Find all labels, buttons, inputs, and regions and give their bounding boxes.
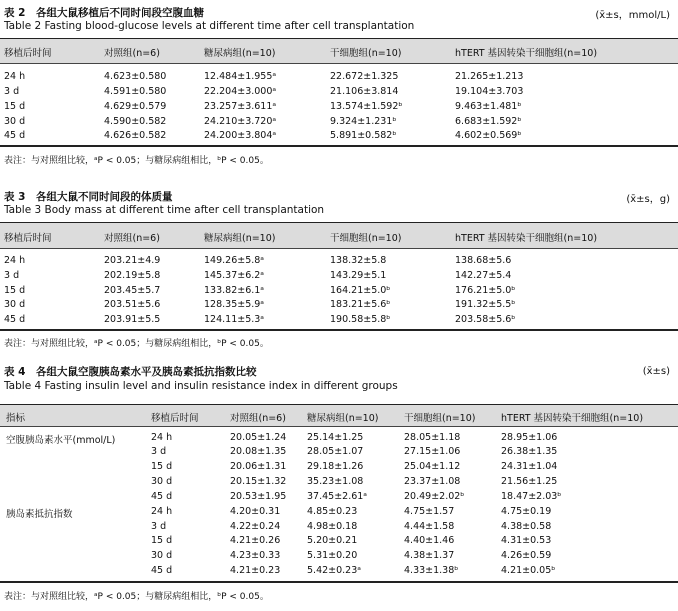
table4-title-cn: 表 4 各组大鼠空腹胰岛素水平及胰岛素抵抗指数比较 [4,366,257,378]
table3-cell: 202.19±5.8 [104,270,161,281]
table3-cell: 190.58±5.8ᵇ [330,314,391,325]
table2-cell: 4.626±0.582 [104,130,167,141]
table4-cell: 4.75±0.19 [501,506,552,517]
table4-cell: 20.06±1.31 [230,461,287,472]
table2-unit: (x̄±s，mmol/L) [595,10,670,21]
table4-cell: 20.53±1.95 [230,491,287,502]
table4-unit: (x̄±s) [642,366,670,377]
table4-cell: 4.98±0.18 [307,521,358,532]
table2-header-control: 对照组(n=6) [104,48,160,59]
table2-cell: 24.200±3.804ᵃ [204,130,277,141]
table4-cell: 15 d [151,535,173,546]
table4-title-en: Table 4 Fasting insulin level and insulin resistance index in different groups [4,380,398,392]
table4-cell: 3 d [151,446,167,457]
table3-header-stemcell: 干细胞组(n=10) [330,233,402,244]
table2-cell: 21.106±3.814 [330,86,399,97]
table4-cell: 25.04±1.12 [404,461,461,472]
table2-cell: 24.210±3.720ᵃ [204,116,277,127]
table4-header-stemcell: 干细胞组(n=10) [404,413,476,424]
table4-header-htert: hTERT 基因转染干细胞组(n=10) [501,413,644,424]
table2-title-en: Table 2 Fasting blood-glucose levels at different time after cell transplantation [4,20,415,32]
table4-cell: 4.20±0.31 [230,506,281,517]
table4-cell: 24.31±1.04 [501,461,558,472]
table3-cell: 203.21±4.9 [104,255,161,266]
table4-note: 表注：与对照组比较，ᵃP < 0.05；与糖尿病组相比，ᵇP < 0.05。 [4,592,269,602]
table3-cell: 145.37±6.2ᵃ [204,270,265,281]
table2-cell: 21.265±1.213 [455,71,524,82]
table4-cell: 5.31±0.20 [307,550,358,561]
table2-title-cn: 表 2 各组大鼠移植后不同时间段空腹血糖 [4,7,204,19]
table2-header-htert: hTERT 基因转染干细胞组(n=10) [455,48,598,59]
table3-header-rule [0,248,678,249]
table3-cell: 15 d [4,285,26,296]
table3-cell: 203.51±5.6 [104,299,161,310]
table3-header-control: 对照组(n=6) [104,233,160,244]
table4-cell: 5.42±0.23ᵃ [307,565,361,576]
table2-note: 表注：与对照组比较，ᵃP < 0.05；与糖尿病组相比，ᵇP < 0.05。 [4,156,269,166]
table4-bottom-rule [0,581,678,583]
table4-cell: 45 d [151,565,173,576]
table4-cell: 37.45±2.61ᵃ [307,491,368,502]
table2-cell: 4.590±0.582 [104,116,167,127]
table4-cell: 4.33±1.38ᵇ [404,565,459,576]
table4-cell: 4.38±0.58 [501,521,552,532]
table4-cell: 28.95±1.06 [501,432,558,443]
table3-cell: 45 d [4,314,26,325]
table4-cell: 胰岛素抵抗指数 [6,509,73,520]
table3-bottom-rule [0,329,678,331]
table3-cell: 133.82±6.1ᵃ [204,285,265,296]
table3-cell: 191.32±5.5ᵇ [455,299,516,310]
table4-cell: 24 h [151,432,173,443]
table2-cell: 6.683±1.592ᵇ [455,116,522,127]
table4-cell: 4.38±1.37 [404,550,455,561]
table2-cell: 4.623±0.580 [104,71,167,82]
table3-cell: 183.21±5.6ᵇ [330,299,391,310]
table4-cell: 20.05±1.24 [230,432,287,443]
table4-cell: 4.23±0.33 [230,550,281,561]
table3-cell: 128.35±5.9ᵃ [204,299,265,310]
table4-cell: 35.23±1.08 [307,476,364,487]
table3-cell: 203.45±5.7 [104,285,161,296]
table3-cell: 142.27±5.4 [455,270,512,281]
table4-header-time: 移植后时间 [151,413,199,424]
table4-cell: 26.38±1.35 [501,446,558,457]
table4-cell: 4.44±1.58 [404,521,455,532]
table4-cell: 27.15±1.06 [404,446,461,457]
table2-cell: 30 d [4,116,26,127]
table3-cell: 138.68±5.6 [455,255,512,266]
table4-cell: 4.21±0.26 [230,535,281,546]
table4-cell: 5.20±0.21 [307,535,358,546]
table3-header-diabetes: 糖尿病组(n=10) [204,233,276,244]
table4-cell: 3 d [151,521,167,532]
table4-cell: 28.05±1.18 [404,432,461,443]
table2-cell: 4.629±0.579 [104,101,167,112]
table4-cell: 空腹胰岛素水平(mmol/L) [6,435,116,446]
table4-cell: 25.14±1.25 [307,432,364,443]
table2-cell: 23.257±3.611ᵃ [204,101,277,112]
table4-header-control: 对照组(n=6) [230,413,286,424]
table2-header-stemcell: 干细胞组(n=10) [330,48,402,59]
table4-cell: 15 d [151,461,173,472]
table2-header-diabetes: 糖尿病组(n=10) [204,48,276,59]
table3-cell: 164.21±5.0ᵇ [330,285,391,296]
table4-cell: 28.05±1.07 [307,446,364,457]
table4-header-diabetes: 糖尿病组(n=10) [307,413,379,424]
table4-cell: 20.08±1.35 [230,446,287,457]
table4-cell: 21.56±1.25 [501,476,558,487]
table2-cell: 22.204±3.000ᵃ [204,86,277,97]
table2-header-time: 移植后时间 [4,48,52,59]
table2-cell: 13.574±1.592ᵇ [330,101,403,112]
table4-cell: 4.22±0.24 [230,521,281,532]
table3-cell: 176.21±5.0ᵇ [455,285,516,296]
table2-cell: 22.672±1.325 [330,71,399,82]
table3-header-time: 移植后时间 [4,233,52,244]
table2-cell: 12.484±1.955ᵃ [204,71,277,82]
table4-header-indicator: 指标 [6,413,26,424]
table4-cell: 18.47±2.03ᵇ [501,491,562,502]
table4-cell: 4.31±0.53 [501,535,552,546]
table4-cell: 24 h [151,506,173,517]
table2-cell: 24 h [4,71,26,82]
table2-header-rule [0,63,678,64]
table4-cell: 23.37±1.08 [404,476,461,487]
table2-cell: 3 d [4,86,20,97]
table3-cell: 3 d [4,270,20,281]
table2-bottom-rule [0,145,678,147]
table4-cell: 4.21±0.05ᵇ [501,565,556,576]
table4-cell: 29.18±1.26 [307,461,364,472]
table3-cell: 124.11±5.3ᵃ [204,314,265,325]
table3-cell: 24 h [4,255,26,266]
table2-cell: 9.324±1.231ᵇ [330,116,397,127]
table4-cell: 4.21±0.23 [230,565,281,576]
table2-cell: 9.463±1.481ᵇ [455,101,522,112]
table4-cell: 4.85±0.23 [307,506,358,517]
table3-note: 表注：与对照组比较，ᵃP < 0.05；与糖尿病组相比，ᵇP < 0.05。 [4,339,269,349]
table2-cell: 19.104±3.703 [455,86,524,97]
table3-cell: 138.32±5.8 [330,255,387,266]
table4-cell: 30 d [151,550,173,561]
table3-cell: 30 d [4,299,26,310]
table4-cell: 4.40±1.46 [404,535,455,546]
table4-cell: 30 d [151,476,173,487]
table3-title-cn: 表 3 各组大鼠不同时间段的体质量 [4,191,173,203]
table2-cell: 15 d [4,101,26,112]
table4-cell: 4.75±1.57 [404,506,455,517]
table3-cell: 149.26±5.8ᵃ [204,255,265,266]
table2-cell: 4.591±0.580 [104,86,167,97]
table3-unit: (x̄±s，g) [626,194,670,205]
table2-cell: 45 d [4,130,26,141]
table4-header-rule [0,426,678,427]
table3-cell: 203.58±5.6ᵇ [455,314,516,325]
table3-header-htert: hTERT 基因转染干细胞组(n=10) [455,233,598,244]
table3-cell: 143.29±5.1 [330,270,387,281]
table2-cell: 5.891±0.582ᵇ [330,130,397,141]
table4-cell: 4.26±0.59 [501,550,552,561]
table4-cell: 20.49±2.02ᵇ [404,491,465,502]
table3-title-en: Table 3 Body mass at different time after cell transplantation [4,204,325,216]
table3-cell: 203.91±5.5 [104,314,161,325]
table2-cell: 4.602±0.569ᵇ [455,130,522,141]
table4-cell: 45 d [151,491,173,502]
table4-cell: 20.15±1.32 [230,476,287,487]
